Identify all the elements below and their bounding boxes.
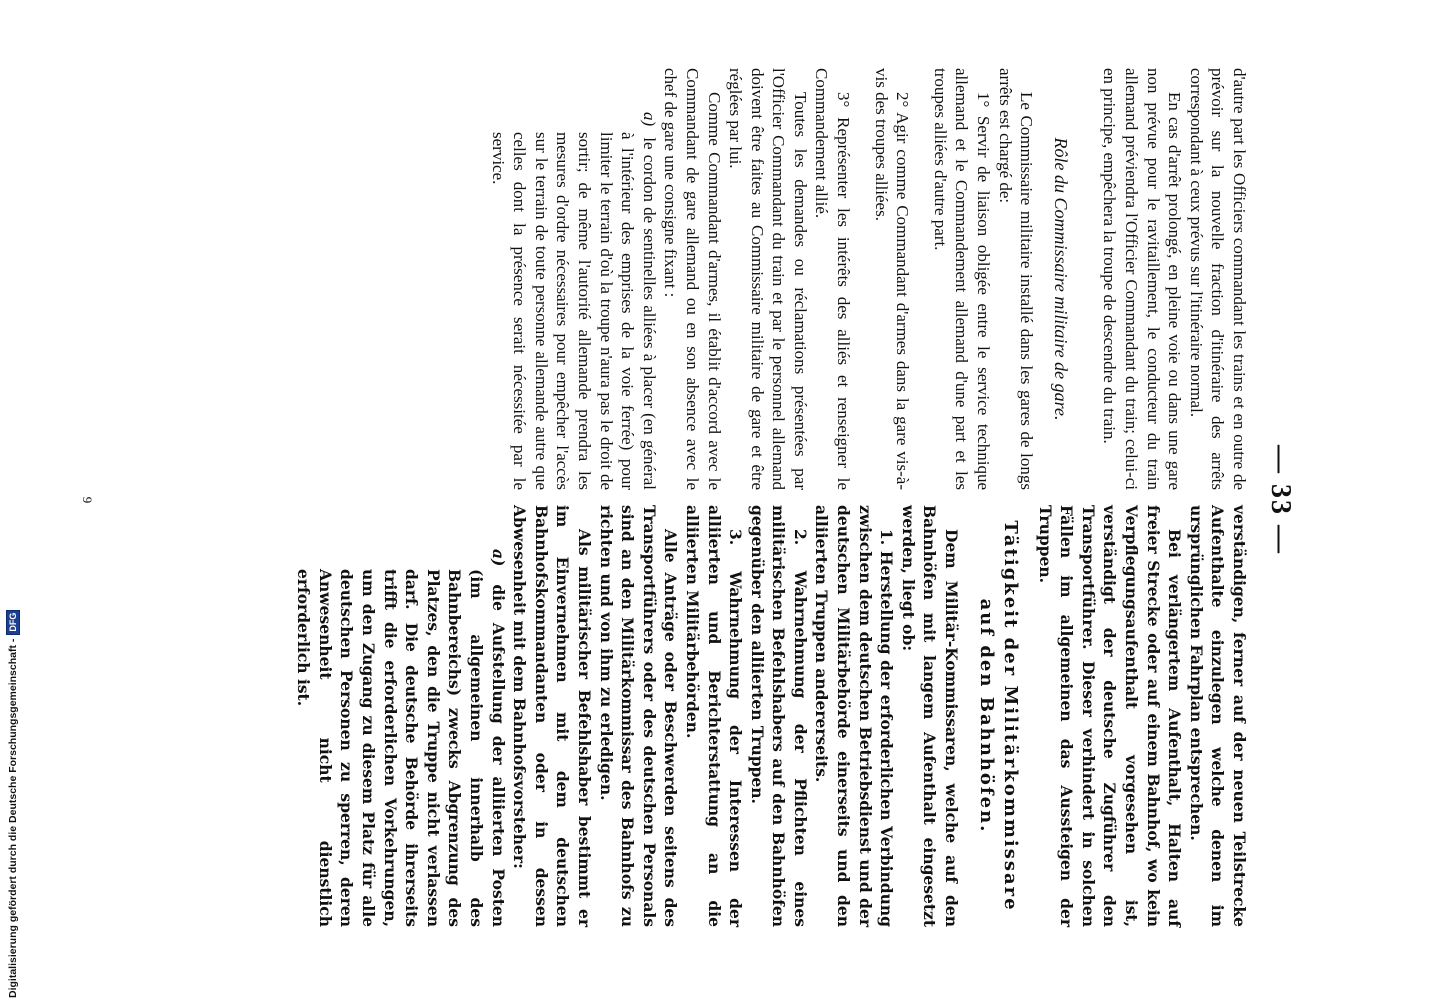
de-heading-line-1: Tätigkeit der Militärkommissare (1000, 520, 1022, 912)
german-column (293, 505, 1250, 927)
fr-paragraph-7: Toutes les demandes ou réclamations présentées par l'Officier Commandant du train et par le personnel allemand doivent être faites au Commissaire militaire de gare et être réglées par lui. (726, 68, 810, 490)
de-paragraph-3: Dem Militär-Kommissaren, welche auf den Bahnhöfen mit langem Aufenthalt eingesetzt werden, liegt ob: (898, 505, 962, 927)
fr-paragraph-4: 1° Servir de liaison obligée entre le service technique allemand et le Commandement allemand d'une part et les troupes alliées d'autre part. (930, 68, 994, 490)
fr-paragraph-1: d'autre part les Officiers commandant les trains et en outre de prévoir sur la nouvelle fraction d'itinéraire des arrêts correspondant à ceux prévus sur l'itinéraire normal. (1186, 68, 1249, 490)
caption-text: Digitalisierung gefördert durch die Deutsche Forschungsgemeinschaft - (7, 638, 19, 998)
footer-page-number: 9 (80, 496, 95, 504)
fr-paragraph-6: 3° Représenter les intérêts des alliés et renseigner le Commandement allié. (812, 68, 854, 490)
fr-item-label: a) (639, 112, 659, 127)
de-item-label: a) (488, 549, 508, 567)
de-paragraph-8: Als militärischer Befehlshaber bestimmt er im Einvernehmen mit dem deutschen Bahnhofskommandanten oder in dessen Abwesenheit mit dem Bahnhofsvorsteher: (510, 505, 594, 927)
fr-section-heading: Rôle du Commissaire militaire de gare. (1050, 137, 1071, 421)
de-paragraph-2: Bei verlängertem Aufenthalt, Halten auf freier Strecke oder auf einem Bahnhof, wo kein Verpflegungsaufenthalt vorgesehen ist, verständigt der deutsche Zugführer den Transportführer. Dieser verhindert in solchen Fällen im allgemeinen das Aussteigen der Truppen. (1035, 505, 1185, 927)
fr-item-text: le cordon de sentinelles alliées à placer (en général à l'intérieur des emprises de la voie ferrée) pour limiter le terrain d'où la troupe n'aura pas le droit de sortir; de même l'autorité allemande prendra les mesures d'ordre nécessaires pour empêcher l'accès sur le terrain de toute personne allemande autre que celles dont la présence serait nécessitée par le service. (488, 132, 659, 491)
fr-paragraph-5: 2° Agir comme Commandant d'armes dans la gare vis-à-vis des troupes alliées. (871, 68, 913, 490)
de-paragraph-1: verständigen, ferner auf der neuen Teilstrecke Aufenthalte einzulegen welche denen im ursprünglichen Fahrplan entsprechen. (1186, 505, 1249, 927)
dfg-logo-icon: DFG (6, 610, 20, 635)
de-paragraph-4: 1. Herstellung der erforderlichen Verbindung zwischen dem deutschen Betriebsdienst und der deutschen Militärbehörde einerseits und den alliierten Truppen andererseits. (812, 505, 897, 927)
de-paragraph-5: 2. Wahrnehmung der Pflichten eines militärischen Befehlshabers auf den Bahnhöfen gegenüber den alliierten Truppen. (747, 505, 810, 927)
de-heading-line-2: auf den Bahnhöfen. (976, 598, 998, 834)
de-section-heading (974, 505, 1022, 927)
fr-paragraph-2: En cas d'arrêt prolongé, en pleine voie ou dans une gare non prévue pour le ravitaillement, le conducteur du train allemand préviendra l'Officier Commandant du train; celui-ci en principe, empêchera la troupe de descendre du train. (1100, 68, 1185, 490)
fr-paragraph-3: Le Commissaire militaire installé dans les gares de longs arrêts est chargé de: (995, 68, 1037, 490)
de-paragraph-7: Alle Anträge oder Beschwerden seitens des Transportführers oder des deutschen Personals sind an den Militärkommissar des Bahnhofs zu richten und von ihm zu erledigen. (596, 505, 681, 927)
fr-paragraph-8: Comme Commandant d'armes, il établit d'accord avec le Commandant de gare allemand ou en son absence avec le chef de gare une consigne fixant : (661, 68, 724, 490)
digitization-caption (4, 598, 22, 998)
fr-list-item-a (487, 112, 660, 491)
page-number: — 33 — (1265, 445, 1296, 555)
de-item-text: die Aufstellung der alliierten Posten (im allgemeinen innerhalb des Bahnbereichs) zwecks Abgrenzung des Platzes, den die Truppe nicht verlassen darf. Die deutsche Behörde ihrerseits trifft die erforderlichen Vorkehrungen, um den Zugang zu diesem Platz für alle deutschen Personen zu sperren, deren Anwesenheit nicht dienstlich erforderlich ist. (294, 569, 508, 927)
de-paragraph-6: 3. Wahrnehmung der Interessen der alliierten und Berichterstattung an die alliierten Militärbehörden. (682, 505, 746, 927)
de-list-item-a (293, 549, 509, 927)
french-column (487, 68, 1250, 490)
